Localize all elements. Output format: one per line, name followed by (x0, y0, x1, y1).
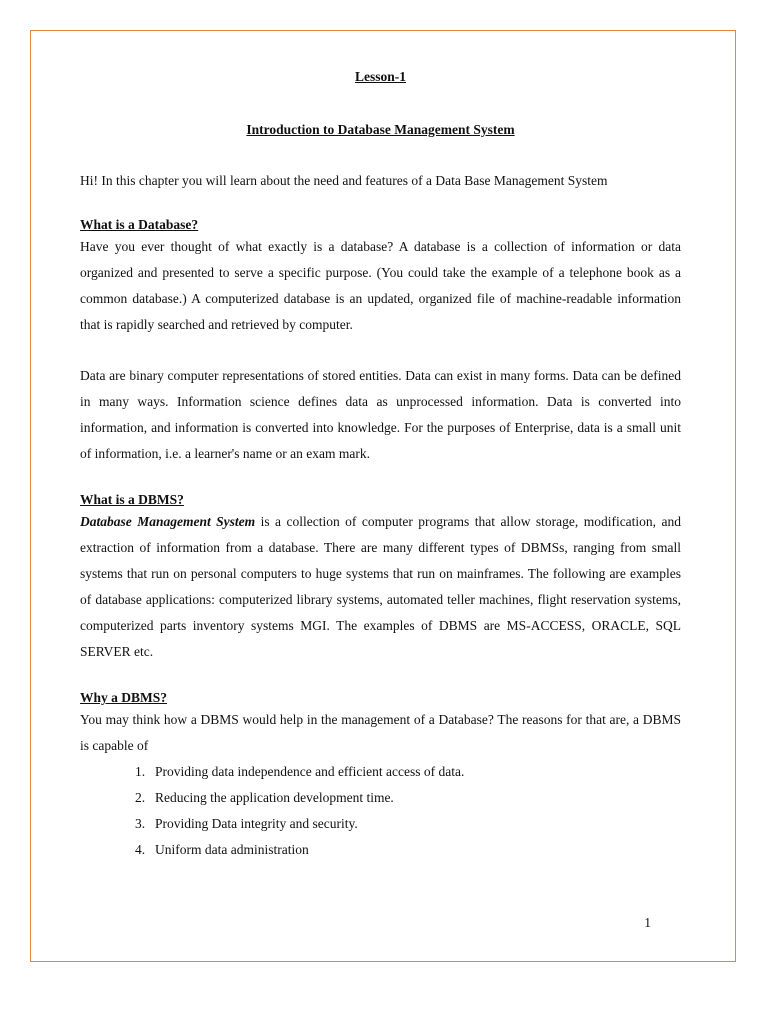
section-heading-database: What is a Database? (80, 217, 199, 232)
list-item (80, 811, 681, 837)
list-item-text: Reducing the application development time. (155, 790, 394, 805)
section-heading-why-dbms: Why a DBMS? (80, 690, 168, 705)
page-content (80, 69, 681, 863)
section-database (80, 216, 681, 467)
dbms-paragraph (80, 509, 681, 665)
lesson-label: Lesson-1 (354, 69, 406, 84)
dbms-paragraph-text: is a collection of computer programs that allow storage, modification, and extraction of information from a database. There are many different types of DBMSs, ranging from small systems that run on personal computers to huge systems that run on mainframes. The following are examples of database applications: computerized library systems, automated teller machines, flight reservation systems, computerized parts inventory systems MGI. The examples of DBMS are MS-ACCESS, ORACLE, SQL SERVER etc. (80, 514, 681, 659)
list-item (80, 837, 681, 863)
list-item-text: Providing Data integrity and security. (155, 816, 358, 831)
document-page (30, 30, 736, 962)
dbms-lead-term: Database Management System (80, 514, 256, 529)
page-number: 1 (644, 915, 651, 930)
list-item (80, 759, 681, 785)
list-item-text: Uniform data administration (155, 842, 309, 857)
list-item-number: 1. (135, 764, 146, 779)
why-dbms-paragraph: You may think how a DBMS would help in the management of a Database? The reasons for that are, a DBMS is capable of (80, 712, 681, 753)
intro-paragraph: Hi! In this chapter you will learn about the need and features of a Data Base Management System (80, 173, 608, 188)
section-heading-dbms: What is a DBMS? (80, 492, 184, 507)
list-item-number: 3. (135, 816, 146, 831)
section-dbms (80, 491, 681, 665)
page-title: Introduction to Database Management System (246, 122, 515, 137)
list-item (80, 785, 681, 811)
database-paragraph-1: Have you ever thought of what exactly is a database? A database is a collection of information or data organized and presented to serve a specific purpose. (You could take the example of a telephone book as a common database.) A computerized database is an updated, organized file of machine-readable information that is rapidly searched and retrieved by computer. (80, 239, 681, 332)
section-why-dbms (80, 689, 681, 863)
list-item-number: 2. (135, 790, 146, 805)
list-item-number: 4. (135, 842, 146, 857)
reasons-list (80, 759, 681, 863)
database-paragraph-2: Data are binary computer representations of stored entities. Data can exist in many forms. Data can be defined in many ways. Information science defines data as unprocessed information. Data is converted into information, and information is converted into knowledge. For the purposes of Enterprise, data is a small unit of information, i.e. a learner's name or an exam mark. (80, 368, 681, 461)
list-item-text: Providing data independence and efficient access of data. (155, 764, 465, 779)
